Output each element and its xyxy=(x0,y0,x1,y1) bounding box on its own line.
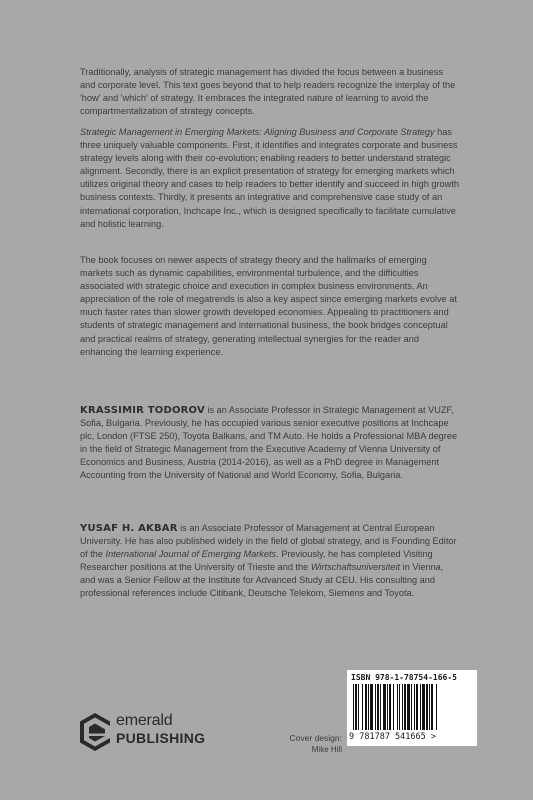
cover-design-credit xyxy=(250,733,342,755)
publisher-name-sub: PUBLISHING xyxy=(116,730,206,746)
barcode-bar xyxy=(358,684,359,730)
author-name: YUSAF H. AKBAR xyxy=(80,523,178,534)
barcode-bar xyxy=(355,684,357,730)
isbn-label: ISBN 978-1-78754-166-5 xyxy=(351,673,457,682)
description-paragraph-2 xyxy=(80,126,460,231)
author-bio-text: is an Associate Professor of Management at Central European University. He has also published widely in the field of global strategy, and is Founding Editor of the xyxy=(80,523,457,560)
author-bio-akbar xyxy=(80,522,460,601)
barcode-bar xyxy=(368,684,369,730)
barcode-bar xyxy=(420,684,421,730)
description-text: The book focuses on newer aspects of strategy theory and the hallmarks of emerging markets such as dynamic capabilities, environmental turbulence, and the difficulties associated with strategic choice and execution in complex business environments. An appreciation of the role of megatrends is also a key aspect since emerging markets evolve at much faster rates than slower growth developed economies. Appealing to practitioners and students of strategic management and international business, the book bridges conceptual and practical realms of strategy, generating intellectual synergies for the reader and enhancing the learning experience. xyxy=(80,255,457,357)
barcode-bar xyxy=(393,684,394,730)
barcode-bar xyxy=(387,684,388,730)
barcode-bar xyxy=(353,684,354,730)
description-text-rest: has three uniquely valuable components. First, it identifies and integrates corporate and business strategy levels along with their co-evolution; enabling readers to better understand strategic alignment. Secondly, there is an explicit presentation of strategy for emerging markets which utilizes original theory and cases to help readers to better identify and succeed in high growth business contexts. Thirdly, it presents an integrative and comprehensive case study of an international corporation, Inchcape Inc., which is designed specifically to facilitate cumulative and holistic learning. xyxy=(80,127,459,229)
isbn-barcode xyxy=(347,670,477,746)
barcode-bars xyxy=(353,684,471,732)
journal-title: International Journal of Emerging Markets xyxy=(105,549,277,560)
author-bio-text: in Vienna, and was a Senior Fellow at the Institute for Advanced Study at CEU. His consulting and professional references include Citibank, Deutsche Telekom, Siemens and Toyota. xyxy=(80,562,444,599)
barcode-bar xyxy=(397,684,398,730)
barcode-digits: 9 781787 541665 > xyxy=(349,732,436,742)
barcode-bar xyxy=(429,684,430,730)
cover-design-label: Cover design: xyxy=(289,733,342,743)
cover-designer-name: Mike Hill xyxy=(311,745,342,754)
author-name: KRASSIMIR TODOROV xyxy=(80,405,205,416)
barcode-bar xyxy=(414,684,415,730)
description-text xyxy=(80,126,460,231)
barcode-bar xyxy=(422,684,425,730)
barcode-bar xyxy=(411,684,412,730)
barcode-bar xyxy=(389,684,391,730)
barcode-bar xyxy=(362,684,363,730)
barcode-bar xyxy=(370,684,373,730)
barcode-bar xyxy=(377,684,379,730)
barcode-bar xyxy=(436,684,437,730)
barcode-bar xyxy=(416,684,418,730)
publisher-name: emerald xyxy=(116,712,173,729)
emerald-e-icon xyxy=(78,712,112,752)
university-name: Wirtschaftsuniversiteit xyxy=(310,562,401,573)
barcode-bar xyxy=(431,684,433,730)
barcode-bar xyxy=(399,684,400,730)
barcode-bar xyxy=(380,684,381,730)
barcode-bar xyxy=(375,684,376,730)
book-title: Strategic Management in Emerging Markets: Aligning Business and Corporate Strategy xyxy=(80,127,435,137)
description-paragraph-3 xyxy=(80,254,460,359)
barcode-bar xyxy=(383,684,386,730)
barcode-bar xyxy=(407,684,410,730)
barcode-bar xyxy=(426,684,428,730)
author-bio-todorov xyxy=(80,404,460,483)
barcode-bar xyxy=(402,684,403,730)
description-text: Traditionally, analysis of strategic management has divided the focus between a business and corporate level. This text goes beyond that to help readers recognize the interplay of the 'how' and 'which' of strategy. It embraces the integrated nature of learning to avoid the compartmentalization of strategy concepts. xyxy=(80,67,456,117)
barcode-bar xyxy=(404,684,406,730)
barcode-bar xyxy=(365,684,367,730)
author-bio-text: is an Associate Professor in Strategic Management at VUZF, Sofia, Bulgaria. Previously, he has occupied various senior executive positions at Inchcape plc, London (FTSE 250), Toyota Balkans, and TM Auto. He holds a Professional MBA degree in the field of Strategic Management from the Executive Academy of Vienna University of Economics and Business, Austria (2014-2016), as well as a PhD degree in Management Accounting from the University of National and World Economy, Sofia, Bulgaria. xyxy=(80,405,458,481)
description-paragraph-1 xyxy=(80,66,460,118)
author-bio-text: . Previously, he has completed Visiting Researcher positions at the University of Trieste and the xyxy=(80,549,433,573)
